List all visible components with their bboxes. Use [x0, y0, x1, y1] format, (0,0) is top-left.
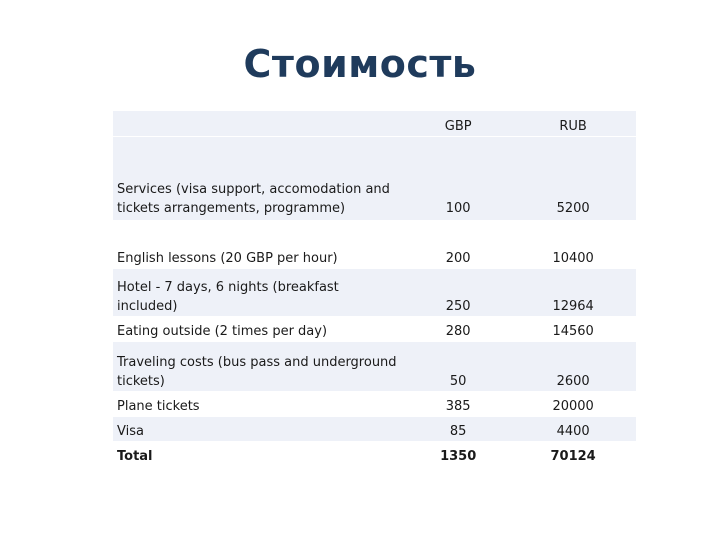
- table-row: [113, 391, 636, 416]
- row-rub-value: 10400: [510, 220, 636, 268]
- row-item-label: Plane tickets: [113, 391, 406, 416]
- row-rub-value: 2600: [510, 341, 636, 391]
- row-rub-value: 14560: [510, 316, 636, 341]
- header-cell-rub: RUB: [510, 111, 636, 136]
- table-row: [113, 416, 636, 441]
- row-item-label: Eating outside (2 times per day): [113, 316, 406, 341]
- row-gbp-value: 250: [406, 268, 510, 316]
- row-item-label: English lessons (20 GBP per hour): [113, 220, 406, 268]
- table-row: [113, 268, 636, 316]
- total-label: Total: [113, 441, 406, 466]
- row-rub-value: 20000: [510, 391, 636, 416]
- page-title: Стоимость: [243, 42, 477, 86]
- table-row: [113, 136, 636, 220]
- row-gbp-value: 100: [406, 136, 510, 220]
- row-gbp-value: 200: [406, 220, 510, 268]
- table-row: [113, 316, 636, 341]
- total-gbp-value: 1350: [406, 441, 510, 466]
- total-rub-value: 70124: [510, 441, 636, 466]
- table-row: [113, 341, 636, 391]
- table-row: [113, 220, 636, 268]
- row-item-label: Traveling costs (bus pass and underground tickets): [113, 341, 406, 391]
- row-gbp-value: 85: [406, 416, 510, 441]
- cost-table: [113, 111, 636, 467]
- row-item-label: Hotel - 7 days, 6 nights (breakfast included): [113, 268, 406, 316]
- header-cell-item: [113, 111, 406, 136]
- row-rub-value: 12964: [510, 268, 636, 316]
- row-gbp-value: 385: [406, 391, 510, 416]
- table-total-row: [113, 441, 636, 466]
- table-header-row: [113, 111, 636, 136]
- row-rub-value: 5200: [510, 136, 636, 220]
- row-gbp-value: 50: [406, 341, 510, 391]
- row-rub-value: 4400: [510, 416, 636, 441]
- row-gbp-value: 280: [406, 316, 510, 341]
- row-item-label: Visa: [113, 416, 406, 441]
- header-cell-gbp: GBP: [406, 111, 510, 136]
- row-item-label: Services (visa support, accomodation and tickets arrangements, programme): [113, 136, 406, 220]
